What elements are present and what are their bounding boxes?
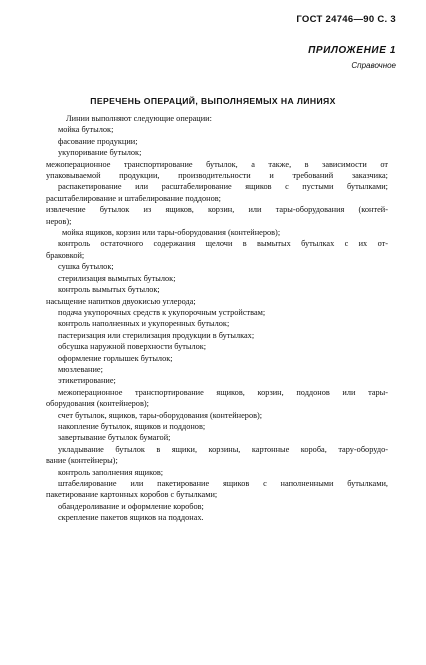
list-item: скрепление пакетов ящиков на поддонах. (58, 513, 204, 523)
list-item: мюзлевание; (58, 364, 103, 374)
list-item: межоперационное транспортирование бутылок, а также, в зависимости от (46, 159, 388, 169)
list-item: пастеризация или стерилизация продукции в бутылках; (58, 330, 255, 340)
list-item: счет бутылок, ящиков, тары-оборудования (контейнеров); (58, 410, 263, 420)
list-item: этикетирование; (58, 376, 116, 386)
list-item: мойка ящиков, корзин или тары-оборудования (контейнеров); (62, 228, 281, 238)
appendix-label: ПРИЛОЖЕНИЕ 1 (308, 45, 396, 56)
list-item: межоперационное транспортирование ящиков, корзин, поддонов или тары- (58, 387, 388, 397)
standard-header: ГОСТ 24746—90 С. 3 (296, 14, 396, 25)
list-item-continuation: пакетирование картонных коробов с бутылками; (46, 490, 218, 500)
list-item: подача укупорочных средств к укупорочным устройствам; (58, 307, 266, 317)
list-item: оформление горлышек бутылок; (58, 353, 173, 363)
list-item-continuation: оборудования (контейнеров); (46, 399, 149, 409)
list-item: мойка бутылок; (58, 125, 114, 135)
operations-list (46, 113, 388, 524)
list-item-continuation: упаковываемой продукции, производительности и требований заказчика; (46, 171, 388, 181)
list-item: штабелирование или пакетирование ящиков с наполненными бутылками, (58, 479, 388, 488)
list-item-continuation: вание (контейнеры); (46, 456, 118, 466)
list-item-continuation: неров); (46, 216, 72, 226)
list-item: контроль заполнения ящиков; (58, 467, 164, 477)
list-item: насыщение напитков двуокисью углерода; (46, 296, 196, 306)
list-item-continuation: браковкой; (46, 250, 85, 260)
list-item: распакетирование или расштабелирование ящиков с пустыми бутылками; (58, 182, 388, 192)
list-item: завертывание бутылок бумагой; (58, 433, 171, 443)
list-item: укупоривание бутылок; (58, 148, 142, 158)
list-item: накопление бутылок, ящиков и поддонов; (58, 421, 206, 431)
list-item: укладывание бутылок в ящики, корзины, картонные короба, тару-оборудо- (58, 444, 388, 454)
list-item: извлечение бутылок из ящиков, корзин, или тары-оборудования (контей- (46, 205, 388, 215)
appendix-note: Справочное (351, 61, 396, 70)
list-item: контроль вымытых бутылок; (58, 285, 160, 295)
list-item: обандероливание и оформление коробов; (58, 501, 204, 511)
text-line: Линии выполняют следующие операции: (66, 114, 212, 123)
list-item: сушка бутылок; (58, 262, 114, 272)
list-item: контроль наполненных и укупоренных бутылок; (58, 319, 230, 329)
list-item: стерилизация вымытых бутылок; (58, 273, 176, 283)
list-item: обсушка наружной поверхности бутылок; (58, 342, 207, 352)
list-item: расштабелирование и штабелирование поддонов; (46, 193, 221, 203)
document-title: ПЕРЕЧЕНЬ ОПЕРАЦИЙ, ВЫПОЛНЯЕМЫХ НА ЛИНИЯХ (90, 96, 336, 106)
list-item: контроль остаточного содержания щелочи в вымытых бутылках с их от- (58, 239, 388, 249)
list-item: фасование продукции; (58, 136, 138, 146)
